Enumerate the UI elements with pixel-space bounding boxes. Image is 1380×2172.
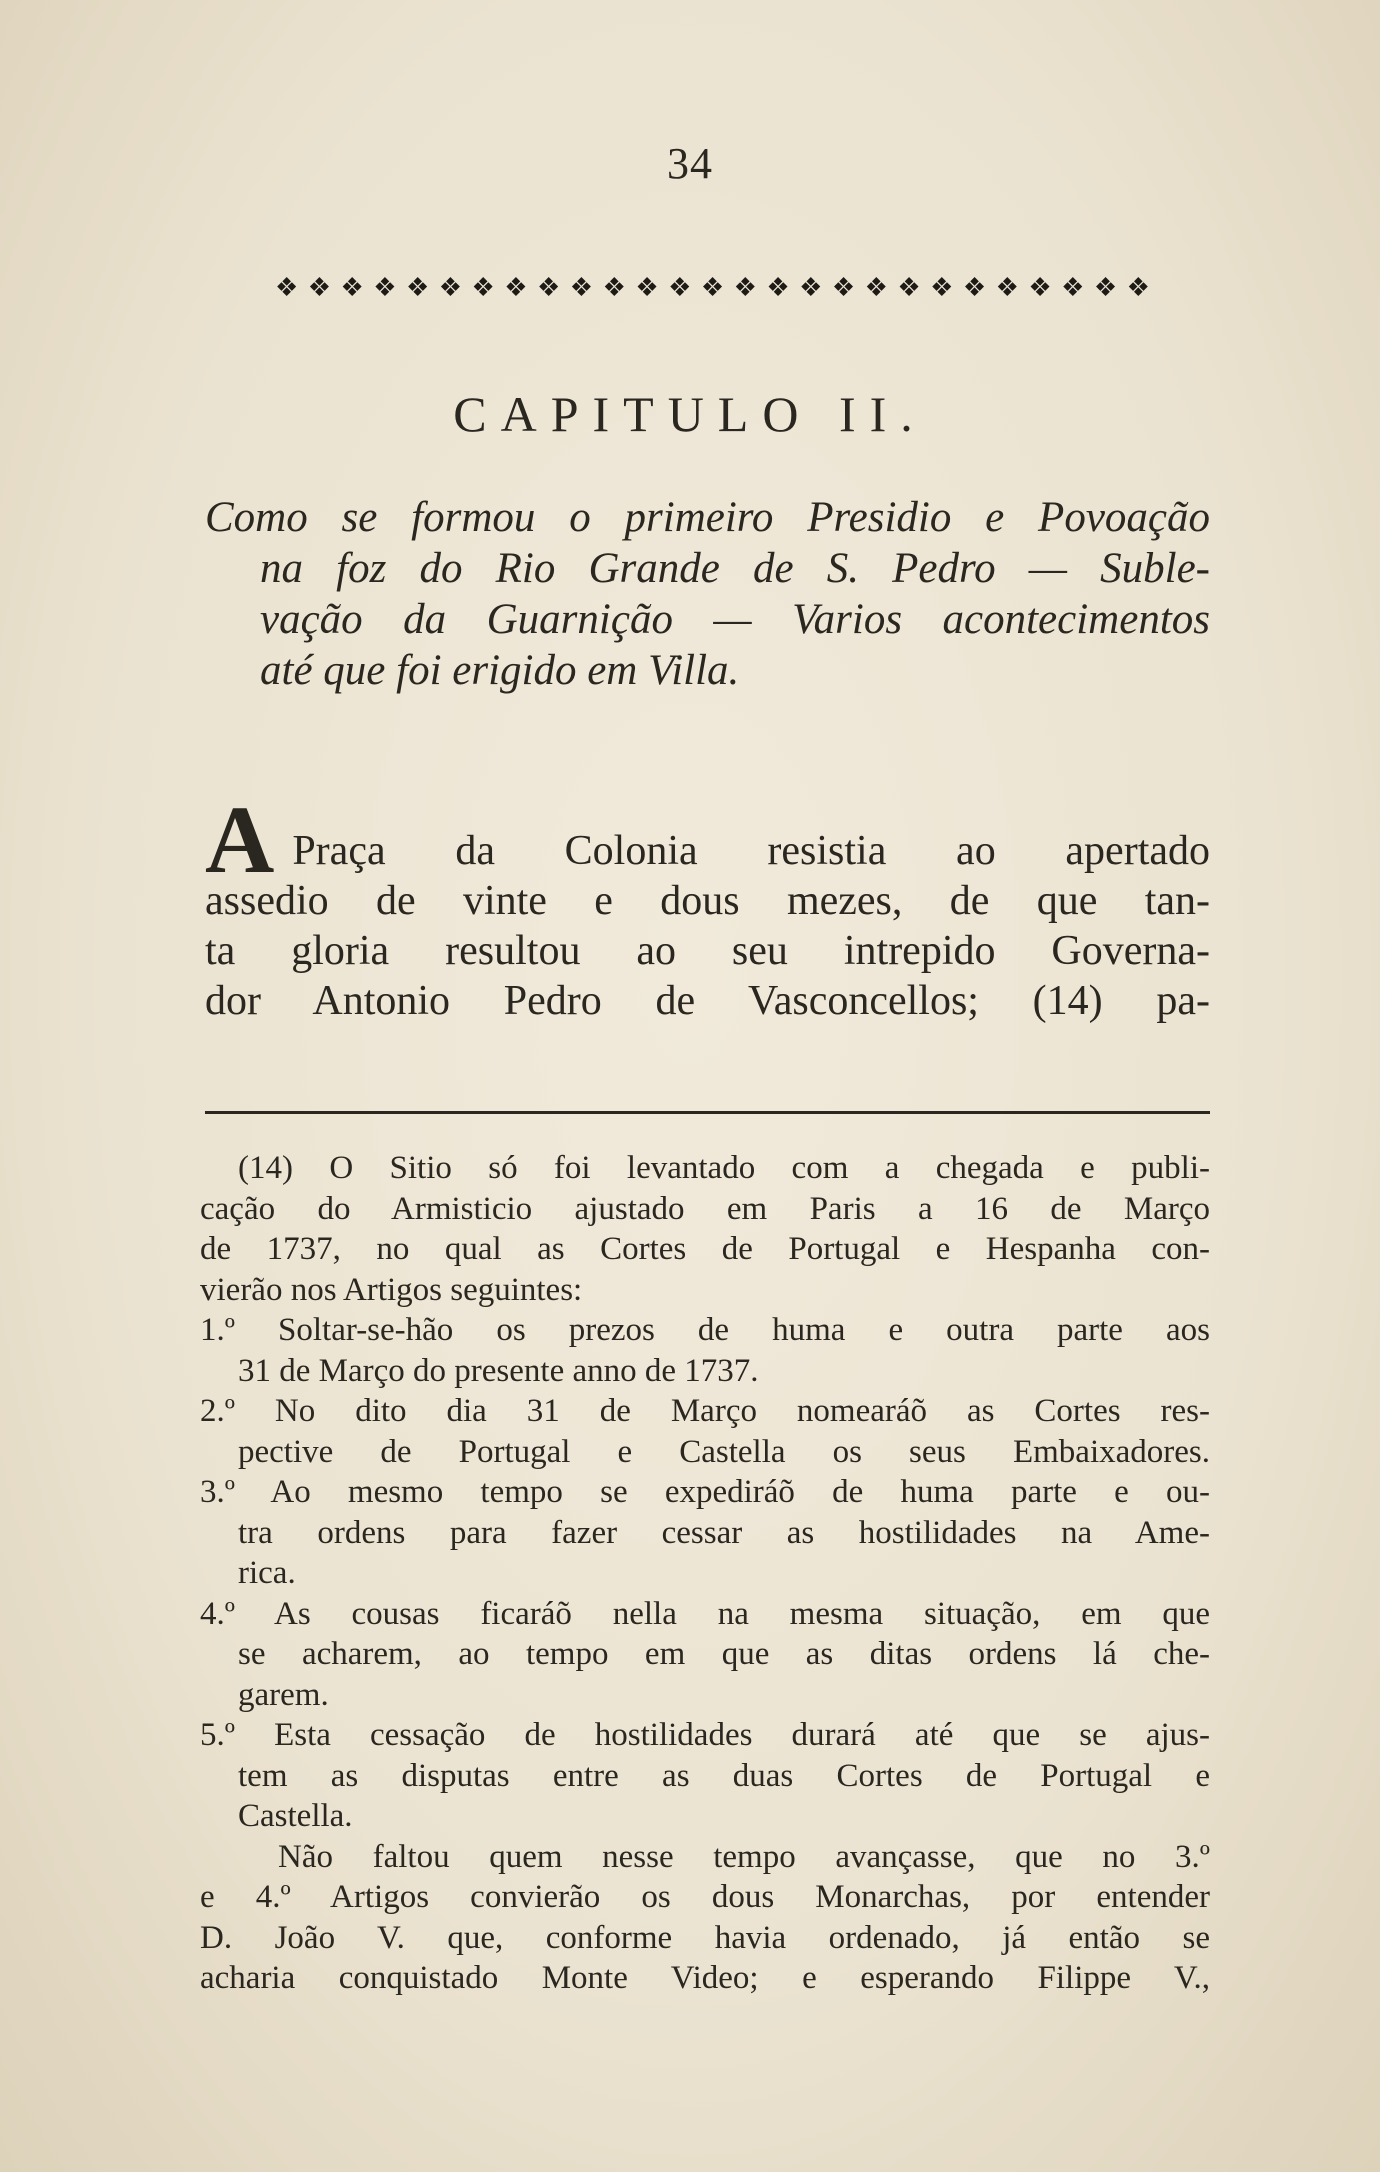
summary-line: na foz do Rio Grande de S. Pedro — Suble- — [260, 545, 1210, 592]
body-line — [205, 786, 1210, 893]
footnote-line: 3.º Ao mesmo tempo se expediráõ de huma parte e ou- — [200, 1474, 1210, 1510]
body-line: dor Antonio Pedro de Vasconcellos; (14) pa- — [205, 978, 1210, 1024]
footnote-line: 1.º Soltar-se-hão os prezos de huma e outra parte aos — [200, 1312, 1210, 1348]
chapter-title: CAPITULO II. — [453, 386, 927, 442]
chapter-summary — [205, 492, 1210, 696]
footnote-rule — [205, 1111, 1210, 1114]
footnote-line: 5.º Esta cessação de hostilidades durará até que se ajus- — [200, 1717, 1210, 1753]
footnote-line: tra ordens para fazer cessar as hostilidades na Ame- — [238, 1514, 1210, 1551]
footnote-line: 2.º No dito dia 31 de Março nomearáõ as Cortes res- — [200, 1393, 1210, 1429]
footnote-line: 31 de Março do presente anno de 1737. — [238, 1352, 759, 1389]
footnote-line: rica. — [238, 1555, 296, 1591]
footnote-line: pective de Portugal e Castella os seus Embaixadores. — [238, 1433, 1210, 1470]
footnote-line: Castella. — [238, 1798, 353, 1834]
footnote-line: tem as disputas entre as duas Cortes de Portugal e — [238, 1757, 1210, 1794]
footnote — [200, 1148, 1210, 1999]
footnote-line: e 4.º Artigos convierão os dous Monarchas, por entender — [200, 1879, 1210, 1915]
summary-line: Como se formou o primeiro Presidio e Povoação — [205, 494, 1210, 541]
body-line: assedio de vinte e dous mezes, de que tan- — [205, 878, 1210, 924]
summary-line: até que foi erigido em Villa. — [260, 647, 740, 694]
footnote-line: Não faltou quem nesse tempo avançasse, que no 3.º — [278, 1838, 1210, 1875]
footnote-line: acharia conquistado Monte Video; e esperando Filippe V., — [200, 1960, 1210, 1996]
page-number: 34 — [667, 139, 713, 188]
footnote-line: (14) O Sitio só foi levantado com a chegada e publi- — [238, 1150, 1210, 1186]
footnote-line: D. João V. que, conforme havia ordenado, já então se — [200, 1919, 1210, 1956]
footnote-line: 4.º As cousas ficaráõ nella na mesma situação, em que — [200, 1595, 1210, 1632]
footnote-line: garem. — [238, 1676, 329, 1713]
drop-cap: A — [205, 786, 275, 893]
footnote-line: se acharem, ao tempo em que as ditas ordens lá che- — [238, 1636, 1210, 1672]
body-line: ta gloria resultou ao seu intrepido Governa- — [205, 928, 1210, 974]
footnote-line: de 1737, no qual as Cortes de Portugal e Hespanha con- — [200, 1231, 1210, 1267]
body-text — [205, 786, 1210, 1026]
ornamental-border: ❖❖❖❖❖❖❖❖❖❖❖❖❖❖❖❖❖❖❖❖❖❖❖❖❖❖❖ — [275, 273, 1150, 302]
body-line-text: Praça da Colonia resistia ao apertado — [292, 828, 1210, 874]
footnote-line: cação do Armisticio ajustado em Paris a 16 de Março — [200, 1190, 1210, 1227]
footnote-line: vierão nos Artigos seguintes: — [200, 1271, 583, 1308]
summary-line: vação da Guarnição — Varios acontecimentos — [260, 596, 1210, 643]
